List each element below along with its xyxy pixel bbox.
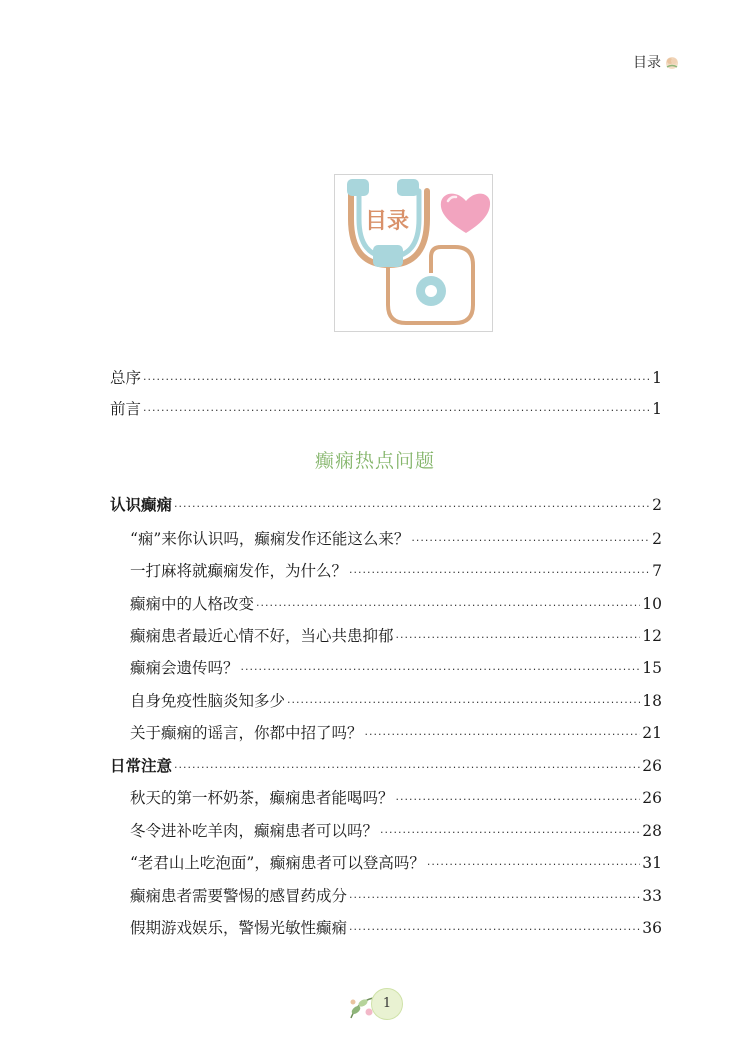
- toc-entry-title: 癫痫中的人格改变: [130, 595, 255, 613]
- toc-entry-page: 18: [642, 692, 662, 710]
- toc-entry-title: 自身免疫性脑炎知多少: [130, 692, 286, 710]
- toc-entry-title: “痫”来你认识吗，癫痫发作还能这么来？: [130, 530, 410, 548]
- toc-chapter-page: 26: [642, 757, 662, 775]
- flower-icon: [664, 54, 680, 70]
- toc-entry[interactable]: [130, 786, 662, 810]
- toc-entry-title: 假期游戏娱乐，警惕光敏性癫痫: [130, 919, 348, 937]
- running-head: [633, 52, 680, 72]
- toc-entry-title: 秋天的第一杯奶茶，癫痫患者能喝吗？: [130, 789, 394, 807]
- page-footer: [347, 986, 407, 1026]
- toc-chapter-page: 2: [652, 496, 662, 514]
- toc-entry-page: 12: [642, 627, 662, 645]
- toc-entry-title: 癫痫患者需要警惕的感冒药成分: [130, 887, 348, 905]
- toc-entry-title: 关于癫痫的谣言，你都中招了吗？: [130, 724, 363, 742]
- toc-entry-title: 癫痫会遗传吗？: [130, 659, 239, 677]
- leader-dots: [411, 529, 650, 553]
- toc-entry-front-2[interactable]: [110, 397, 662, 421]
- toc-entry-page: 36: [642, 919, 662, 937]
- toc-chapter-title: 认识癫痫: [110, 495, 173, 514]
- leader-dots: [143, 399, 650, 423]
- toc-entry-page: 26: [642, 789, 662, 807]
- leader-dots: [349, 886, 640, 910]
- logo-title: 目录: [364, 209, 410, 234]
- toc-entry[interactable]: [130, 851, 662, 875]
- leader-dots: [396, 626, 641, 650]
- leader-dots: [427, 853, 640, 877]
- leader-dots: [349, 561, 650, 585]
- stethoscope-icon: [335, 175, 492, 331]
- leader-dots: [365, 723, 641, 747]
- leader-dots: [349, 918, 640, 942]
- toc-chapter-1[interactable]: [110, 493, 662, 517]
- toc-entry-page: 15: [642, 659, 662, 677]
- toc-entry-title: 癫痫患者最近心情不好，当心共患抑郁: [130, 627, 394, 645]
- leader-dots: [396, 788, 641, 812]
- toc-entry[interactable]: [130, 559, 662, 583]
- leader-dots: [174, 756, 640, 780]
- toc-entry[interactable]: [130, 624, 662, 648]
- section-heading: 癫痫热点问题: [314, 450, 435, 472]
- toc-entry-page: 21: [642, 724, 662, 742]
- toc-entry-title: 前言: [110, 400, 142, 418]
- toc-chapter-2[interactable]: [110, 754, 662, 778]
- toc-entry[interactable]: [130, 656, 662, 680]
- toc-entry-title: 冬令进补吃羊肉，癫痫患者可以吗？: [130, 822, 379, 840]
- page-number-badge: 1: [371, 988, 403, 1020]
- leader-dots: [380, 821, 640, 845]
- toc-entry[interactable]: [130, 721, 662, 745]
- toc-entry[interactable]: [130, 916, 662, 940]
- toc-entry[interactable]: [130, 689, 662, 713]
- toc-entry-page: 28: [642, 822, 662, 840]
- toc-entry-title: 总序: [110, 369, 142, 387]
- toc-entry-page: 10: [642, 595, 662, 613]
- toc-entry-page: 7: [652, 562, 662, 580]
- toc-entry[interactable]: [130, 592, 662, 616]
- toc-entry-title: 一打麻将就癫痫发作，为什么？: [130, 562, 348, 580]
- toc-entry-page: 1: [652, 400, 662, 418]
- running-head-title: 目录: [633, 55, 661, 71]
- toc-entry-title: “老君山上吃泡面”，癫痫患者可以登高吗？: [130, 854, 425, 872]
- toc-entry[interactable]: [130, 527, 662, 551]
- toc-chapter-title: 日常注意: [110, 756, 173, 775]
- leader-dots: [174, 495, 650, 519]
- toc-entry[interactable]: [130, 884, 662, 908]
- toc-entry-page: 33: [642, 887, 662, 905]
- leader-dots: [143, 368, 650, 392]
- toc-entry-page: 1: [652, 369, 662, 387]
- leader-dots: [241, 658, 641, 682]
- toc-entry[interactable]: [130, 819, 662, 843]
- toc-entry-page: 31: [642, 854, 662, 872]
- toc-logo: [334, 174, 493, 332]
- toc-entry-front-1[interactable]: [110, 366, 662, 390]
- leader-dots: [287, 691, 640, 715]
- leader-dots: [256, 594, 640, 618]
- toc-entry-page: 2: [652, 530, 662, 548]
